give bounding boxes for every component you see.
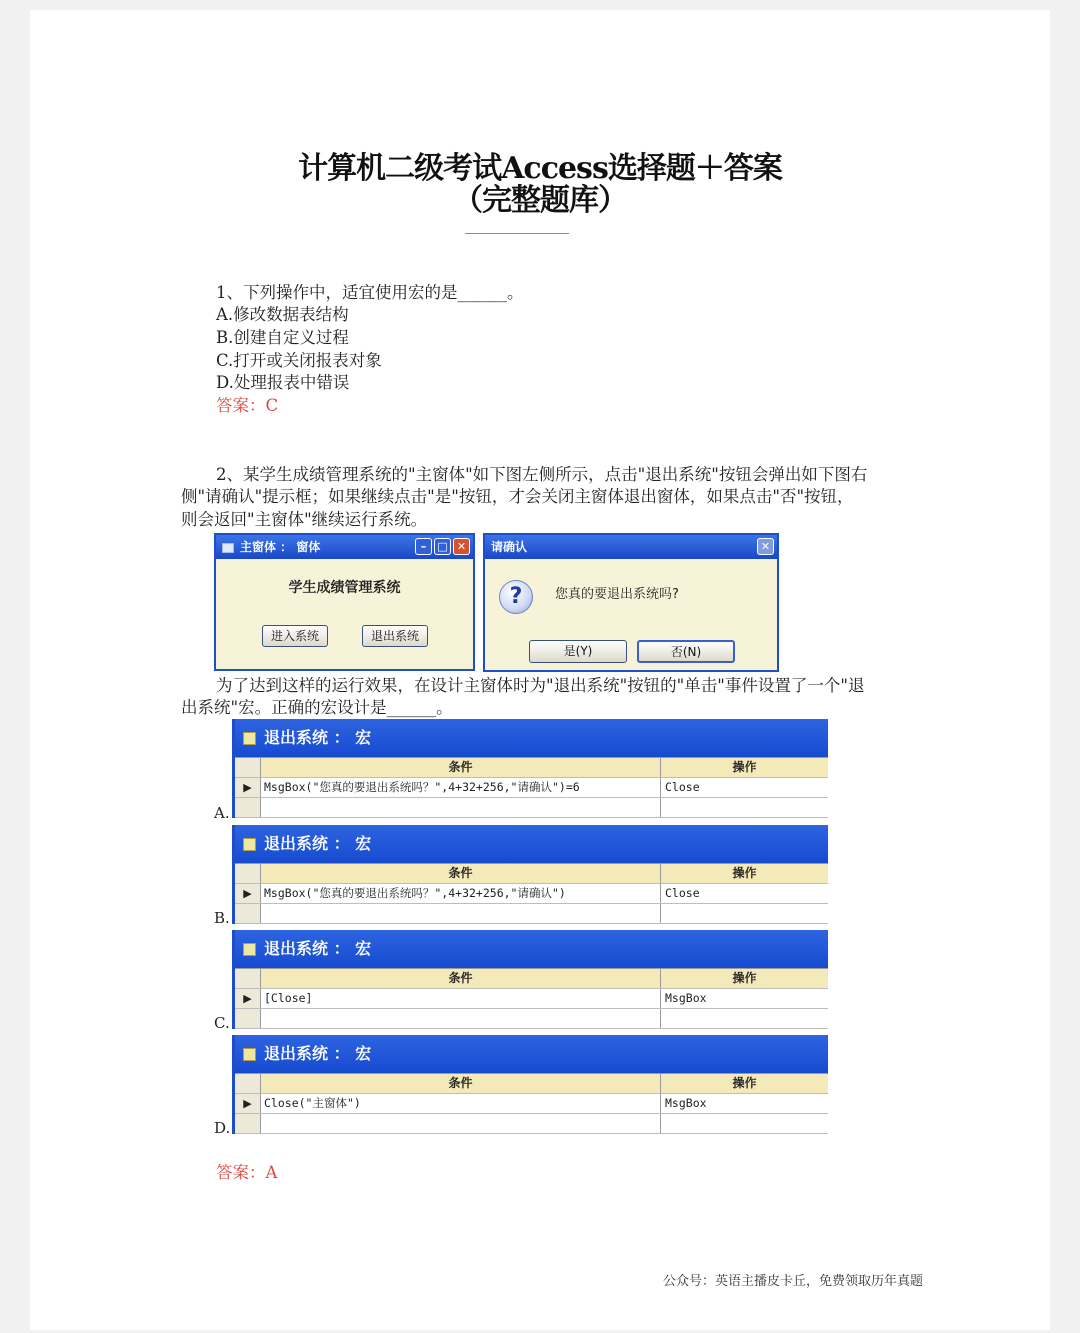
row-selector-icon: ▶: [235, 1094, 261, 1113]
q1-option-b: B.创建自定义过程: [216, 328, 349, 347]
action-cell: MsgBox: [665, 1096, 707, 1110]
main-form-heading: 学生成绩管理系统: [288, 580, 401, 596]
confirm-dialog-title: 请确认: [491, 540, 528, 554]
macro-icon: [243, 943, 256, 956]
main-form-titlebar: [216, 535, 473, 559]
doc-subtitle: （完整题库）: [453, 183, 627, 218]
q1-option-c: C.打开或关闭报表对象: [216, 351, 382, 370]
table-row: [235, 989, 828, 1009]
macro-title: 退出系统 ： 宏: [264, 728, 372, 747]
table-row: [235, 798, 828, 818]
q1-option-a: A.修改数据表结构: [216, 305, 349, 324]
enter-system-button: 进入系统: [262, 625, 328, 647]
table-row: [235, 884, 828, 904]
yes-button: 是(Y): [529, 640, 627, 663]
table-row: [235, 1114, 828, 1134]
q2-stem-line2: 侧"请确认"提示框；如果继续点击"是"按钮，才会关闭主窗体退出窗体，如果点击"否"按钮，: [181, 487, 854, 506]
col-action: 操作: [732, 866, 757, 880]
col-condition: 条件: [261, 969, 661, 988]
action-cell: Close: [665, 886, 700, 900]
q2-option-a-label: A.: [214, 804, 230, 822]
action-cell: MsgBox: [665, 991, 707, 1005]
title-underline: [465, 233, 569, 234]
q2-option-d-label: D.: [214, 1119, 231, 1137]
doc-title: 计算机二级考试Access选择题＋答案: [298, 151, 782, 186]
macro-title: 退出系统 ： 宏: [264, 834, 372, 853]
q2-mid-line1: 为了达到这样的运行效果，在设计主窗体时为"退出系统"按钮的"单击"事件设置了一个"退: [216, 676, 865, 695]
q2-stem-line1: 2、某学生成绩管理系统的"主窗体"如下图左侧所示，点击"退出系统"按钮会弹出如下图右: [216, 465, 868, 484]
col-action: 操作: [732, 971, 757, 985]
maximize-icon: □: [434, 538, 451, 555]
q1-option-d: D.处理报表中错误: [216, 373, 350, 392]
macro-icon: [243, 838, 256, 851]
form-icon: [222, 543, 234, 553]
table-row: [235, 1094, 828, 1114]
condition-cell: MsgBox("您真的要退出系统吗？",4+32+256,"请确认"): [261, 884, 661, 903]
q2-option-b-label: B.: [214, 909, 230, 927]
minimize-icon: –: [415, 538, 432, 555]
macro-window-d: [232, 1035, 828, 1134]
exit-system-button: 退出系统: [362, 625, 428, 647]
macro-window-a: [232, 719, 828, 818]
confirm-dialog-titlebar: [485, 535, 777, 559]
q2-stem-line3: 则会返回"主窗体"继续运行系统。: [181, 510, 428, 529]
q2-option-c-label: C.: [214, 1014, 230, 1032]
confirm-dialog-window: [483, 533, 779, 672]
row-selector-icon: ▶: [235, 884, 261, 903]
close-icon: ✕: [757, 538, 774, 555]
col-condition: 条件: [261, 758, 661, 777]
row-selector-icon: ▶: [235, 778, 261, 797]
macro-title: 退出系统 ： 宏: [264, 939, 372, 958]
macro-window-b: [232, 825, 828, 924]
q1-answer: 答案：C: [216, 396, 279, 415]
condition-cell: MsgBox("您真的要退出系统吗？",4+32+256,"请确认")=6: [261, 778, 661, 797]
col-condition: 条件: [261, 864, 661, 883]
close-icon: ✕: [453, 538, 470, 555]
q2-mid-line2: 出系统"宏。正确的宏设计是______。: [181, 698, 453, 717]
macro-icon: [243, 732, 256, 745]
macro-title: 退出系统 ： 宏: [264, 1044, 372, 1063]
condition-cell: Close("主窗体"): [261, 1094, 661, 1113]
table-row: [235, 778, 828, 798]
no-button: 否(N): [637, 640, 735, 663]
row-selector-icon: ▶: [235, 989, 261, 1008]
col-condition: 条件: [261, 1074, 661, 1093]
q2-answer: 答案：A: [216, 1163, 278, 1182]
footer-note: 公众号：英语主播皮卡丘，免费领取历年真题: [663, 1274, 924, 1289]
question-icon: ?: [499, 580, 533, 614]
action-cell: Close: [665, 780, 700, 794]
col-action: 操作: [732, 760, 757, 774]
q1-stem: 1、下列操作中，适宜使用宏的是______。: [216, 283, 524, 302]
col-action: 操作: [732, 1076, 757, 1090]
condition-cell: [Close]: [261, 989, 661, 1008]
confirm-message: 您真的要退出系统吗?: [555, 587, 679, 602]
main-form-window: [214, 533, 475, 671]
macro-icon: [243, 1048, 256, 1061]
table-row: [235, 1009, 828, 1029]
macro-window-c: [232, 930, 828, 1029]
table-row: [235, 904, 828, 924]
main-form-title: 主窗体 ： 窗体: [240, 540, 321, 554]
